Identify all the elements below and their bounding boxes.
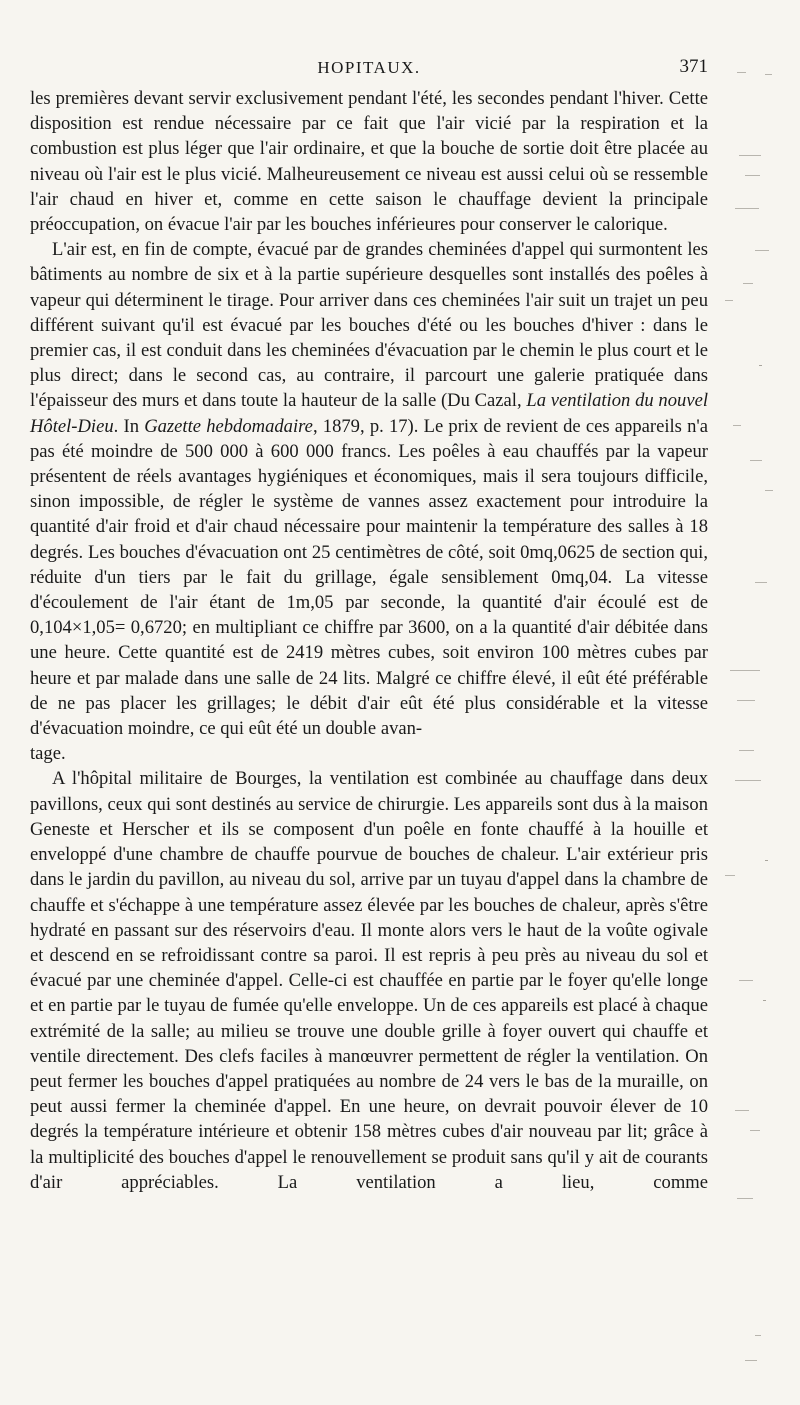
paragraph bbox=[30, 86, 708, 237]
scan-mark bbox=[733, 425, 741, 426]
scan-mark bbox=[737, 1198, 753, 1199]
page-number: 371 bbox=[679, 56, 708, 77]
scan-mark bbox=[745, 175, 760, 176]
scan-mark bbox=[735, 780, 761, 781]
paragraph-text: les premières devant servir exclusivement pendant l'été, les secondes pendant l'hiver. Cette disposition est rendue nécessaire par ce fait que l'air vicié par la respiration et la combustion est plus léger que l'air ordinaire, et que la bouche de sortie doit être placée au niveau où l'air est le plus vicié. Malheureusement ce niveau est aussi celui où se ressemble l'air chaud en hiver et, comme en cette saison le chauffage devient la principale préoccupation, on évacue l'air par les bouches inférieures pour conserver le calorique. bbox=[30, 88, 708, 236]
scan-dot bbox=[765, 860, 768, 861]
paragraph-text: A l'hôpital militaire de Bourges, la ventilation est combinée au chauffage dans deux pavillons, ceux qui sont destinés au service de chirurgie. Les appareils sont dus à la maison Geneste et Herscher et ils se composent d'un poêle en fonte chauffé à la houille et enveloppé d'une chambre de chauffe pourvue de bouches de chaleur. L'air extérieur pris dans le jardin du pavillon, au niveau du sol, arrive par un tuyau d'appel dans la chambre de chauffe et s'échappe à une température assez élevée par les bouches de chaleur, après s'être hydraté en passant sur des réservoirs d'eau. Il monte alors vers le haut de la voûte ogivale et descend en se refroidissant contre sa paroi. Il est repris à peu près au niveau du sol et évacué par une cheminée d'appel. Celle-ci est chauffée en partie par le foyer qu'elle longe et en partie par le tuyau de fumée qu'elle enveloppe. Un de ces appareils est placé à chaque extrémité de la salle; au milieu se trouve une double grille à foyer ouvert qui chauffe et ventile directement. Des clefs faciles à manœuvrer permettent de régler la ventilation. On peut fermer les bouches d'appel pratiquées au nombre de 24 vers le bas de la muraille, on peut aussi fermer la cheminée d'appel. En une heure, on devrait pouvoir élever de 10 degrés la température intérieure et obtenir 158 mètres cubes d'air nouveau par lit; grâce à la multiplicité des bouches d'appel le renouvellement se produit sans qu'il y ait de courants d'air appréciables. La ventilation a lieu, comme bbox=[30, 768, 708, 1193]
scan-mark bbox=[750, 1130, 760, 1131]
paragraph-last-line: tage. bbox=[30, 743, 66, 765]
paragraph-text: L'air est, en fin de compte, évacué par de grandes cheminées d'appel qui surmontent les bâtiments au nombre de six et à la partie supérieure desquelles sont installés des poêles à vapeur qui déterminent le tirage. Pour arriver dans ces cheminées l'air suit un trajet un peu différent suivant qu'il est évacué par les bouches d'été ou les bouches d'hiver : dans le premier cas, il est conduit dans les cheminées d'évacuation par le chemin le plus court et le plus direct; dans le second cas, au contraire, il parcourt une galerie pratiquée dans l'épaisseur des murs et dans toute la hauteur de la salle (Du Cazal, bbox=[30, 239, 708, 412]
page-header bbox=[30, 50, 708, 86]
scan-mark bbox=[750, 460, 762, 461]
scan-mark bbox=[743, 283, 753, 284]
paragraph-text: , 1879, p. 17). Le prix de revient de ces appareils n'a pas été moindre de 500 000 à 600 000 francs. Les poêles à eau chauffés par la vapeur présentent de réels avantages hygiéniques et économiques, mais il sera toujours difficile, sinon impossible, de régler le système de vannes assez exactement pour introduire la quantité d'air froid et d'air chaud nécessaire pour maintenir la température des salles à 18 degrés. Les bouches d'évacuation ont 25 centimètres de côté, soit 0mq,0625 de section qui, réduite d'un tiers par le fait du grillage, égale sensiblement 0mq,04. La vitesse d'écoulement de l'air étant de 1m,05 par seconde, la quantité d'air écoulé est de 0,104×1,05= 0,6720; en multipliant ce chiffre par 3600, on a la quantité d'air débitée dans une heure. Cette quantité est de 2419 mètres cubes, soit environ 100 mètres cubes par heure et par malade dans une salle de 24 lits. Malgré ce chiffre élevé, il eût été préférable de ne pas placer les grillages; le débit d'air eût été plus considérable et la vitesse d'évacuation moindre, ce qui eût été un double avan- bbox=[30, 415, 709, 740]
italic-title: La ventilation du nouvel Hôtel-Dieu bbox=[30, 390, 708, 437]
scan-mark bbox=[745, 1360, 757, 1361]
paragraph bbox=[30, 237, 708, 766]
margin-scan-marks bbox=[725, 60, 795, 1390]
scan-mark bbox=[735, 1110, 749, 1111]
scan-mark bbox=[739, 155, 761, 156]
paragraph-text: . In bbox=[113, 415, 145, 437]
scan-mark bbox=[739, 750, 754, 751]
scan-mark bbox=[765, 490, 773, 491]
scan-mark bbox=[737, 700, 755, 701]
document-page bbox=[30, 50, 708, 1195]
scan-dot bbox=[759, 365, 762, 366]
scan-mark bbox=[737, 72, 746, 73]
scan-mark bbox=[725, 300, 733, 301]
scan-mark bbox=[755, 1335, 761, 1336]
scan-mark bbox=[765, 74, 772, 75]
italic-journal: Gazette hebdomadaire bbox=[144, 415, 313, 437]
scan-mark bbox=[735, 208, 759, 209]
running-title: HOPITAUX. bbox=[317, 58, 421, 77]
paragraph bbox=[30, 766, 708, 1194]
scan-mark bbox=[755, 582, 767, 583]
scan-dot bbox=[763, 1000, 766, 1001]
scan-mark bbox=[755, 250, 769, 251]
scan-mark bbox=[730, 670, 760, 671]
scan-mark bbox=[739, 980, 753, 981]
scan-mark bbox=[725, 875, 735, 876]
